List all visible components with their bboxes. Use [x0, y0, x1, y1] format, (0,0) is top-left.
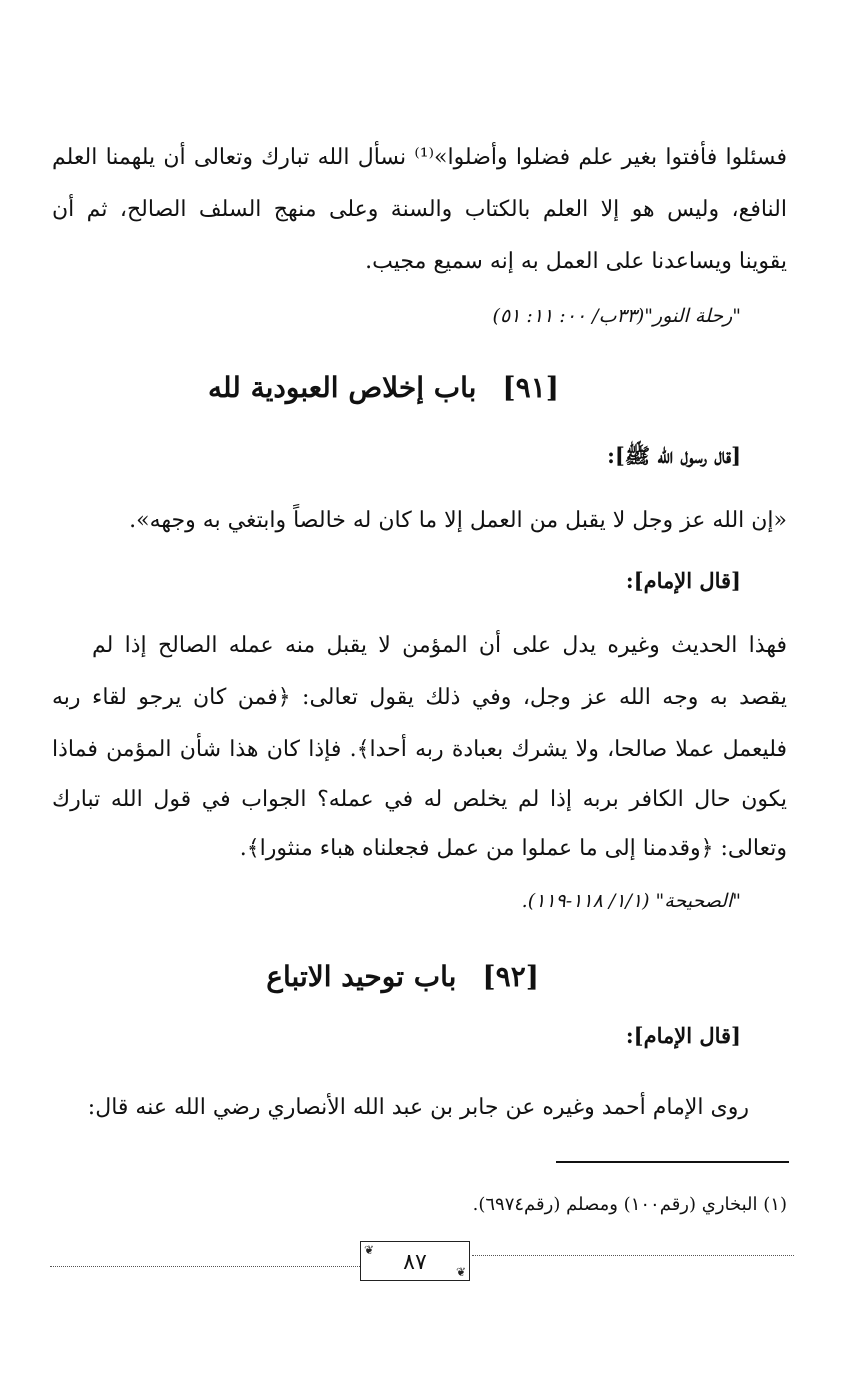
intro-line-3: يقوينا ويساعدنا على العمل به إنه سميع مجيب.	[365, 249, 787, 274]
footer-dotted-line-right	[472, 1255, 794, 1256]
section-91-number: [٩١]	[502, 371, 559, 404]
footnote: (١) البخاري (رقم١٠٠) ومصلم (رقم٦٩٧٤).	[472, 1194, 787, 1215]
section-91-line-3: فليعمل عملا صالحا، ولا يشرك بعبادة ربه أحدا﴾. فإذا كان هذا شأن المؤمن فماذا	[52, 737, 787, 762]
section-92-number: [٩٢]	[482, 960, 539, 993]
imam-label-92: [قال الإمام]:	[625, 1023, 741, 1048]
section-91-title: باب إخلاص العبودية لله	[208, 371, 477, 404]
section-91-heading	[208, 368, 559, 408]
section-91-source: "الصحيحة" (١/١/ ١١٨-١١٩).	[521, 890, 741, 912]
section-91-line-2: يقصد به وجه الله عز وجل، وفي ذلك يقول تعالى: ﴿فمن كان يرجو لقاء ربه	[52, 685, 787, 710]
footer-dotted-line-left	[50, 1266, 360, 1267]
ornament-icon: ❦	[455, 1265, 466, 1279]
prophet-label: [قال رسول الله ﷺ]:	[607, 443, 741, 468]
page-number-frame	[360, 1241, 470, 1281]
intro-line-1: فسئلوا فأفتوا بغير علم فضلوا وأضلوا»⁽¹⁾ نسأل الله تبارك وتعالى أن يلهمنا العلم	[52, 145, 787, 170]
section-92-line-1: روى الإمام أحمد وغيره عن جابر بن عبد الله الأنصاري رضي الله عنه قال:	[87, 1095, 749, 1120]
hadith-text: «إن الله عز وجل لا يقبل من العمل إلا ما كان له خالصاً وابتغي به وجهه».	[129, 508, 787, 533]
section-91-line-5: وتعالى: ﴿وقدمنا إلى ما عملوا من عمل فجعلناه هباء منثورا﴾.	[239, 836, 787, 861]
page-number: ٨٧	[403, 1250, 427, 1275]
section-91-line-4: يكون حال الكافر بربه إذا لم يخلص له في عمله؟ الجواب في قول الله تبارك	[52, 787, 787, 812]
intro-source: "رحلة النور"(٣٣ب/ ٠٠: ١١: ٥١)	[492, 305, 741, 327]
section-92-heading	[266, 957, 539, 997]
footnote-divider	[556, 1161, 789, 1163]
section-91-line-1: فهذا الحديث وغيره يدل على أن المؤمن لا يقبل منه عمله الصالح إذا لم	[92, 633, 787, 658]
intro-line-2: النافع، وليس هو إلا العلم بالكتاب والسنة وعلى منهج السلف الصالح، ثم أن	[52, 197, 787, 222]
imam-label-91: [قال الإمام]:	[625, 568, 741, 593]
section-92-title: باب توحيد الاتباع	[266, 960, 457, 993]
ornament-icon: ❦	[364, 1243, 375, 1257]
